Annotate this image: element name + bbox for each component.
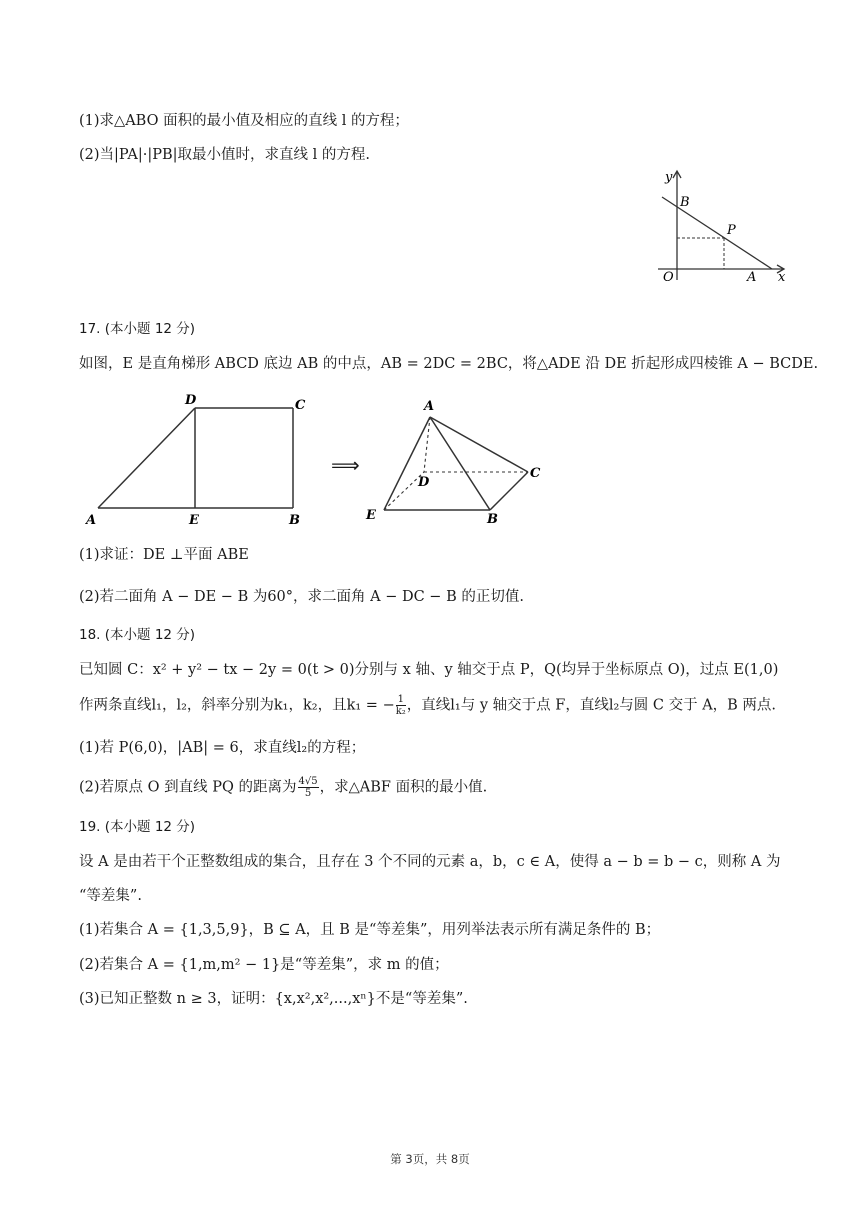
q18-part2-a: (2)若原点 O 到直线 PQ 的距离为 (79, 779, 297, 796)
q19-header: 19. (本小题 12 分) (79, 819, 196, 835)
q17-left-label-d: D (185, 393, 197, 408)
q19-stem-line1: 设 A 是由若干个正整数组成的集合，且存在 3 个不同的元素 a，b，c ∈ A，使得 a − b = b − c，则称 A 为 (79, 854, 781, 870)
q18-stem-line1: 已知圆 C：x² + y² − tx − 2y = 0(t > 0)分别与 x 轴、y 轴交于点 P，Q(均异于坐标原点 O)，过点 E(1,0) (79, 662, 779, 678)
q17-trapezoid-figure (80, 388, 315, 528)
q19-stem-line2: “等差集”. (79, 888, 142, 904)
q18-part1: (1)若 P(6,0)，|AB| = 6，求直线l₂的方程； (79, 740, 366, 756)
q17-part1: (1)求证：DE ⊥平面 ABE (79, 547, 249, 563)
q16-fig-label-b: B (680, 195, 690, 210)
q17-left-label-a: A (86, 513, 97, 528)
q16-fig-label-y: y (665, 170, 673, 185)
q17-pyramid-figure (360, 392, 550, 526)
q17-part2: (2)若二面角 A − DE − B 为60°，求二面角 A − DC − B 的正切值. (79, 589, 524, 605)
q18-frac-num: 1 (397, 694, 404, 705)
q16-part2: (2)当|PA|·|PB|取最小值时，求直线 l 的方程. (79, 147, 370, 163)
q17-right-label-a: A (424, 399, 435, 414)
q18-stem-line2-b: ，直线l₁与 y 轴交于点 F，直线l₂与圆 C 交于 A，B 两点. (406, 697, 777, 714)
q18-frac-den: k₂ (395, 706, 406, 717)
q18-part2-frac-den: 5 (304, 788, 312, 799)
q17-right-label-d: D (418, 475, 430, 490)
q19-part1: (1)若集合 A = {1,3,5,9}，B ⊆ A，且 B 是“等差集”，用列举法表示所有满足条件的 B； (79, 922, 661, 938)
q16-fig-label-p: P (727, 223, 736, 238)
page-footer: 第 3页，共 8页 (390, 1152, 470, 1166)
q17-right-label-b: B (487, 512, 498, 526)
q17-header: 17. (本小题 12 分) (79, 321, 196, 337)
q18-part2-b: ，求△ABF 面积的最小值. (319, 779, 488, 796)
q19-part2: (2)若集合 A = {1,m,m² − 1}是“等差集”，求 m 的值； (79, 957, 449, 973)
q16-fig-label-a: A (747, 270, 757, 285)
q18-stem-line2-a: 作两条直线l₁，l₂，斜率分别为k₁，k₂，且k₁ = − (79, 697, 395, 714)
q17-right-label-e: E (366, 508, 376, 523)
q18-part2 (79, 776, 487, 799)
q18-part2-fraction (298, 776, 319, 799)
q19-part3: (3)已知正整数 n ≥ 3，证明：{x,x²,x²,...,xⁿ}不是“等差集”. (79, 991, 468, 1007)
q17-left-label-c: C (295, 398, 306, 413)
q18-header: 18. (本小题 12 分) (79, 627, 196, 643)
q16-fig-label-x: x (778, 270, 786, 285)
q17-right-label-c: C (530, 466, 541, 481)
q18-part2-frac-num: 4√5 (298, 776, 318, 787)
q17-stem: 如图，E 是直角梯形 ABCD 底边 AB 的中点，AB = 2DC = 2BC，将△ADE 沿 DE 折起形成四棱锥 A − BCDE. (79, 356, 819, 372)
q18-stem-fraction (396, 694, 406, 717)
q16-coordinate-figure (648, 168, 793, 286)
q16-fig-label-o: O (663, 270, 674, 285)
q17-left-label-e: E (189, 513, 199, 528)
q18-stem-line2 (79, 694, 776, 717)
q17-arrow: ⟹ (331, 453, 360, 477)
q16-part1: (1)求△ABO 面积的最小值及相应的直线 l 的方程； (79, 113, 409, 129)
q17-left-label-b: B (289, 513, 300, 528)
